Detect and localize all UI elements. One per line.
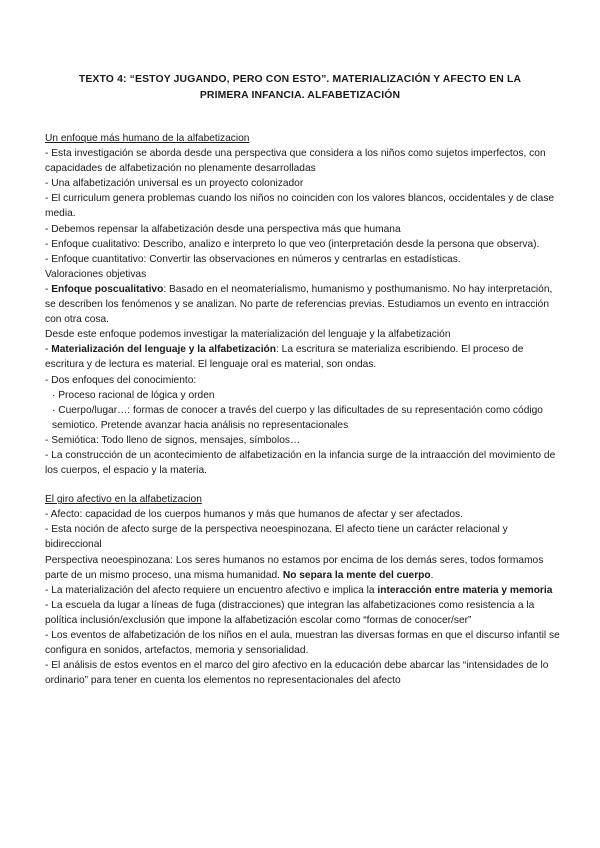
- paragraph: - La escuela da lugar a líneas de fuga (distracciones) que integran las alfabetizaciones como resistencia a la política inclusión/exclusión que impone la alfabetización escolar como “formas de conocer/ser”: [45, 599, 535, 626]
- paragraph-materializacion: [45, 342, 560, 372]
- paragraph-materializacion-afecto: [45, 583, 560, 598]
- paragraph: - La construcción de un acontecimiento de alfabetización en la infancia surge de la intraacción del movimiento de los cuerpos, el espacio y la materia.: [45, 449, 556, 477]
- paragraph: - Semiótica: Todo lleno de signos, mensajes, símbolos…: [45, 434, 301, 446]
- section-heading-afectivo: El giro afectivo en la alfabetizacion: [45, 494, 202, 506]
- text: - La materialización del afecto requiere un encuentro afectivo e implica la: [45, 584, 378, 596]
- text: Perspectiva neoespinozana: Los seres humanos no estamos por encima de los demás seres, todos formamos parte de un mismo proceso, una misma humanidad.: [45, 554, 544, 581]
- bold-term: interacción entre materia y memoria: [377, 584, 553, 596]
- paragraph: - Esta investigación se aborda desde una perspectiva que considera a los niños como sujetos imperfectos, con capacidades de alfabetización no plenamente desarrolladas: [45, 148, 546, 175]
- paragraph: - Afecto: capacidad de los cuerpos humanos y más que humanos de afectar y ser afectados.: [45, 509, 463, 521]
- document-title: TEXTO 4: “ESTOY JUGANDO, PERO CON ESTO”. MATERIALIZACIÓN Y AFECTO EN LA PRIMERA INFANCIA. ALFABETIZACIÓN: [78, 74, 522, 101]
- section-gap: [45, 478, 560, 492]
- text-prefix: -: [45, 344, 52, 356]
- text-end: .: [430, 569, 434, 581]
- text-rest: : Basado en el neomaterialismo, humanismo y posthumanismo. No hay interpretación, se describen los fenómenos y se analizan. No parte de referencias previas. Estudiamos un evento en intracción con otra cosa.: [45, 283, 553, 326]
- paragraph: - Los eventos de alfabetización de los niños en el aula, muestran las diversas formas en que el discurso infantil se configura en sonidos, artefactos, memoria y sensorialidad.: [45, 630, 560, 657]
- paragraph: - Enfoque cuantitativo: Convertir las observaciones en números y centrarlas en estadísticas.: [45, 253, 461, 265]
- paragraph: - Esta noción de afecto surge de la perspectiva neoespinozana. El afecto tiene un carácter relacional y bidireccional: [45, 524, 508, 551]
- bullet-item: · Cuerpo/lugar…: formas de conocer a través del cuerpo y las dificultades de su representación como código semiotico. Pretende avanzar hacia análisis no representacionales: [52, 404, 543, 431]
- bold-term: No separa la mente del cuerpo: [282, 569, 431, 581]
- paragraph: - Una alfabetización universal es un proyecto colonizador: [45, 178, 304, 190]
- text-rest: : La escritura se materializa escribiendo. El proceso de escritura y de lectura es material. El lenguaje oral es material, son ondas.: [45, 344, 524, 371]
- bold-term: Materialización del lenguaje y la alfabetización: [51, 344, 276, 356]
- document-body: [45, 131, 560, 688]
- paragraph-neoespinozana: [45, 553, 560, 583]
- paragraph: Valoraciones objetivas: [45, 268, 147, 280]
- paragraph: - Enfoque cualitativo: Describo, analizo e interpreto lo que veo (interpretación desde la persona que observa).: [45, 238, 540, 250]
- paragraph: Desde este enfoque podemos investigar la materialización del lenguaje y la alfabetización: [45, 329, 451, 341]
- paragraph: - El análisis de estos eventos en el marco del giro afectivo en la educación debe abarcar las “intensidades de lo ordinario” para tener en cuenta los elementos no representacionales del afecto: [45, 660, 549, 687]
- section-heading-humano: Un enfoque más humano de la alfabetizacion: [45, 133, 250, 144]
- text-prefix: -: [45, 283, 52, 295]
- paragraph: - El curriculum genera problemas cuando los niños no coinciden con los valores blancos, occidentales y de clase media.: [45, 193, 555, 220]
- paragraph: - Debemos repensar la alfabetización desde una perspectiva más que humana: [45, 223, 401, 235]
- bold-term: Enfoque poscualitativo: [51, 283, 164, 295]
- paragraph: - Dos enfoques del conocimiento:: [45, 374, 197, 386]
- paragraph-poscualitativo: [45, 282, 560, 327]
- bullet-item: · Proceso racional de lógica y orden: [52, 389, 215, 401]
